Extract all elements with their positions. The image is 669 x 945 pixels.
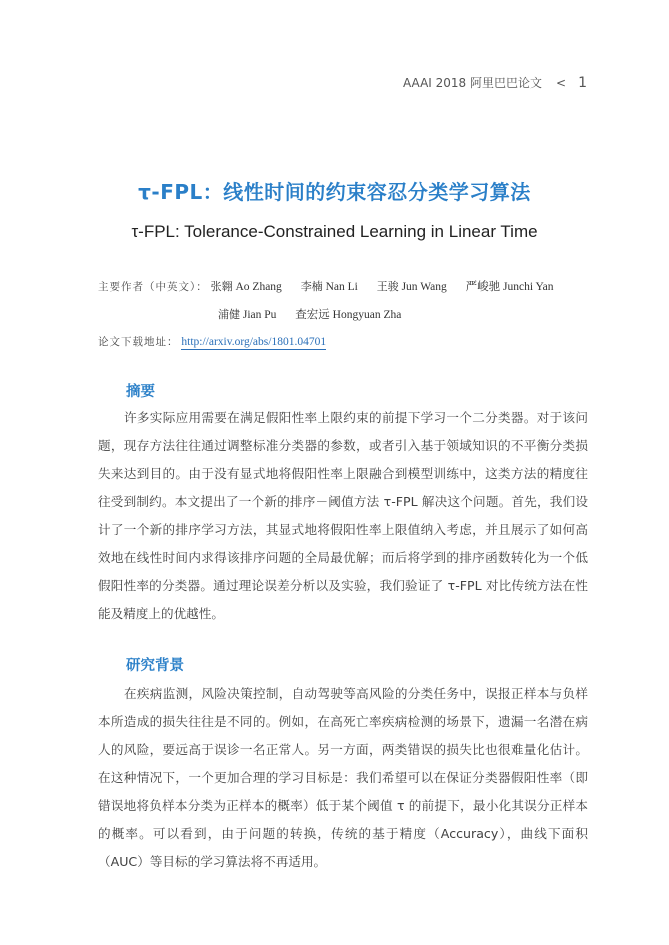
abstract-text: 许多实际应用需要在满足假阳性率上限约束的前提下学习一个二分类器。对于该问题，现存方法往往通过调整标准分类器的参数，或者引入基于领域知识的不平衡分类损失来达到目的。由于没有显式地将假阳性率上限融合到模型训练中，这类方法的精度往往受到制约。本文提出了一个新的排序－阈值方法 τ-FPL 解决这个问题。首先，我们设计了一个新的排序学习方法，其显式地将假阳性率上限值纳入考虑，并且展示了如何高效地在线性时间内求得该排序问题的全局最优解；而后将学到的排序函数转化为一个低假阳性率的分类器。通过理论误差分析以及实验，我们验证了 τ-FPL 对比传统方法在性能及精度上的优越性。 <box>98 410 588 621</box>
author <box>211 281 282 293</box>
abstract-paragraph <box>98 404 588 628</box>
background-paragraph <box>98 680 588 876</box>
author-name-cn: 查宏远 <box>295 309 330 321</box>
author-name-en: Ao Zhang <box>235 281 282 293</box>
author-name-en: Jun Wang <box>401 281 447 293</box>
author <box>295 309 401 321</box>
authors-row-1 <box>98 278 554 294</box>
paper-download-link[interactable]: http://arxiv.org/abs/1801.04701 <box>181 336 327 348</box>
author <box>218 309 276 321</box>
paper-title-cn: τ-FPL：线性时间的约束容忍分类学习算法 <box>138 180 531 204</box>
download-row <box>98 334 326 349</box>
author-name-cn: 李楠 <box>300 280 323 293</box>
author-name-cn: 王骏 <box>376 280 399 293</box>
author-name-en: Nan Li <box>325 281 358 293</box>
author <box>466 281 554 293</box>
separator-glyph: < <box>556 76 567 90</box>
authors-row-2 <box>218 306 401 322</box>
download-label: 论文下载地址： <box>98 336 179 348</box>
venue-label: AAAI 2018 阿里巴巴论文 <box>403 76 543 90</box>
paper-title-en: τ-FPL: Tolerance-Constrained Learning in Linear Time <box>131 222 538 241</box>
author <box>377 281 447 293</box>
author-name-cn: 浦健 <box>218 308 240 321</box>
author-name-en: Junchi Yan <box>503 281 554 293</box>
section-heading-background: 研究背景 <box>126 658 184 674</box>
author-name-en: Hongyuan Zha <box>332 309 402 321</box>
background-text: 在疾病监测，风险决策控制，自动驾驶等高风险的分类任务中，误报正样本与负样本所造成的损失往往是不同的。例如，在高死亡率疾病检测的场景下，遗漏一名潜在病人的风险，要远高于误诊一名正常人。另一方面，两类错误的损失比也很难量化估计。在这种情况下，一个更加合理的学习目标是：我们希望可以在保证分类器假阳性率（即错误地将负样本分类为正样本的概率）低于某个阈值 τ 的前提下，最小化其误分正样本的概率。可以看到，由于问题的转换，传统的基于精度（Accuracy），曲线下面积（AUC）等目标的学习算法将不再适用。 <box>98 686 588 869</box>
running-header <box>403 74 587 91</box>
author <box>301 281 358 293</box>
section-heading-abstract: 摘要 <box>126 384 155 400</box>
page-number: 1 <box>578 75 587 91</box>
author-name-cn: 严峻驰 <box>465 281 501 293</box>
author-name-cn: 张翱 <box>210 280 233 293</box>
authors-label: 主要作者（中英文）： <box>98 281 208 293</box>
author-name-en: Jian Pu <box>242 309 277 321</box>
